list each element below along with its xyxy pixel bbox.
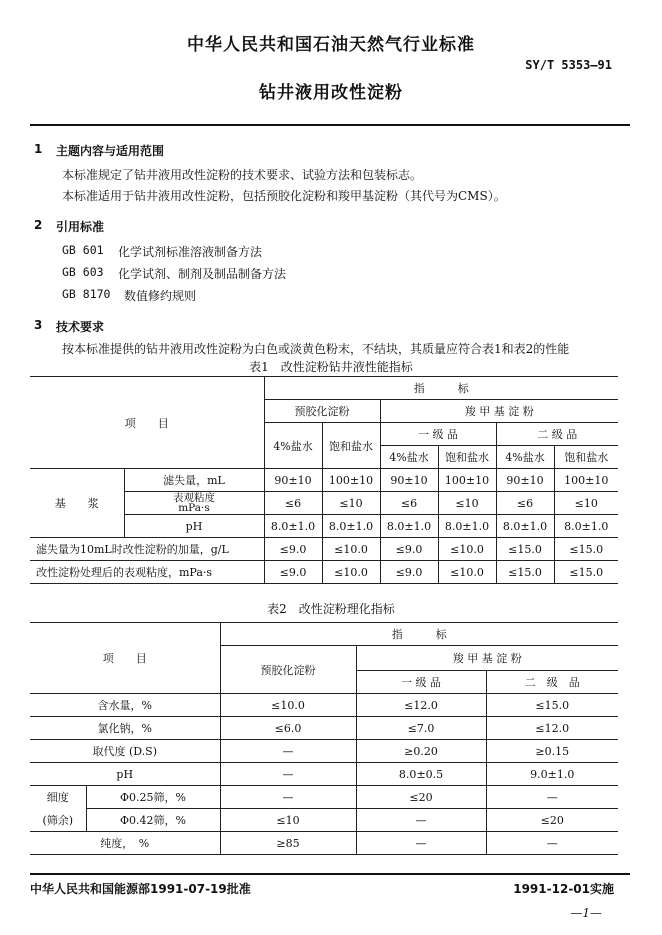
cell: — [220, 786, 356, 809]
cell: ≤15.0 [554, 538, 618, 561]
cell: ≤15.0 [496, 538, 554, 561]
table-1-subheader-saturated-brine: 饱和盐水 [438, 446, 496, 469]
section-3-number: 3 [34, 318, 43, 332]
effective-date: 1991-12-01实施 [513, 882, 614, 896]
cell: ≤9.0 [380, 561, 438, 584]
row-label: 含水量，% [30, 694, 220, 717]
row-label-line-2: mPa·s [178, 502, 210, 514]
cell: 8.0±1.0 [554, 515, 618, 538]
cell: ≤10.0 [438, 561, 496, 584]
cell: 8.0±1.0 [496, 515, 554, 538]
fineness-sieve-label: (筛余) [30, 809, 86, 832]
table-1-index-header: 指 标 [264, 377, 618, 400]
standard-organization: 中华人民共和国石油天然气行业标准 [187, 35, 475, 55]
cell: ≥0.20 [356, 740, 486, 763]
cell: ≥85 [220, 832, 356, 855]
row-label: Φ0.25筛，% [86, 786, 220, 809]
cell: 90±10 [496, 469, 554, 492]
table-1-caption: 表1 改性淀粉钻井液性能指标 [249, 360, 413, 374]
cell: ≤15.0 [554, 561, 618, 584]
cell: ≤6 [380, 492, 438, 515]
cell: ≤6 [496, 492, 554, 515]
table-2-cms-header: 羧 甲 基 淀 粉 [356, 646, 618, 671]
table-1 [30, 376, 618, 584]
cell: — [486, 832, 618, 855]
cell: ≤15.0 [496, 561, 554, 584]
table-2-pregelatinized-header: 预胶化淀粉 [220, 646, 356, 694]
row-label: 纯度， % [30, 832, 220, 855]
reference-code: GB 603 [62, 265, 104, 279]
standard-code: SY/T 5353—91 [525, 58, 612, 72]
section-3-para-1: 按本标准提供的钻井液用改性淀粉为白色或淡黄色粉末，不结块，其质量应符合表1和表2的性能 [62, 342, 570, 356]
section-2-number: 2 [34, 218, 43, 232]
table-row [30, 694, 618, 717]
cell: ≤10.0 [438, 538, 496, 561]
table-2-grade-2-header: 二 级 品 [486, 671, 618, 694]
row-label: Φ0.42筛，% [86, 809, 220, 832]
approval-line: 中华人民共和国能源部1991-07-19批准 [30, 882, 251, 896]
row-label: 滤失量为10mL时改性淀粉的加量，g/L [30, 538, 264, 561]
cell: 8.0±1.0 [322, 515, 380, 538]
row-label-line-1: 表观粘度 [173, 492, 215, 504]
cell: ≤6 [264, 492, 322, 515]
cell: 90±10 [380, 469, 438, 492]
page-number: —1— [570, 906, 602, 920]
table-1-subheader-4pct-brine: 4%盐水 [380, 446, 438, 469]
table-row [30, 469, 618, 492]
cell: — [356, 809, 486, 832]
table-row [30, 561, 618, 584]
reference-title: 数值修约规则 [124, 289, 197, 303]
cell: ≤15.0 [486, 694, 618, 717]
cell: 8.0±1.0 [264, 515, 322, 538]
table-1-cms-header: 羧 甲 基 淀 粉 [380, 400, 618, 423]
table-row [30, 717, 618, 740]
document-title: 钻井液用改性淀粉 [259, 83, 403, 103]
cell: ≤12.0 [356, 694, 486, 717]
cell: ≤20 [356, 786, 486, 809]
cell: — [486, 786, 618, 809]
cell: 8.0±1.0 [380, 515, 438, 538]
section-3-title: 技术要求 [56, 320, 105, 334]
table-1-grade-1-header: 一 级 品 [380, 423, 496, 446]
cell: ≤10.0 [322, 561, 380, 584]
row-label [124, 492, 264, 515]
table-row [30, 763, 618, 786]
table-1-group-label: 基 浆 [30, 469, 124, 538]
row-label: pH [124, 515, 264, 538]
row-label: 取代度 (D.S) [30, 740, 220, 763]
table-2 [30, 622, 618, 855]
section-2-title: 引用标准 [56, 220, 105, 234]
table-row [30, 740, 618, 763]
cell: ≤10.0 [220, 694, 356, 717]
cell: 90±10 [264, 469, 322, 492]
cell: ≤12.0 [486, 717, 618, 740]
cell: ≤9.0 [264, 538, 322, 561]
cell: 9.0±1.0 [486, 763, 618, 786]
cell: ≤6.0 [220, 717, 356, 740]
table-1-subheader-4pct-brine: 4%盐水 [496, 446, 554, 469]
cell: ≤9.0 [380, 538, 438, 561]
cell: ≤7.0 [356, 717, 486, 740]
table-row [30, 832, 618, 855]
table-2-caption: 表2 改性淀粉理化指标 [267, 602, 395, 616]
cell: ≤10 [554, 492, 618, 515]
row-label: 滤失量，mL [124, 469, 264, 492]
table-row [30, 786, 618, 809]
cell: ≤10 [220, 809, 356, 832]
table-1-subheader-saturated-brine: 饱和盐水 [322, 423, 380, 469]
table-1-subheader-4pct-brine: 4%盐水 [264, 423, 322, 469]
row-label: 氯化钠，% [30, 717, 220, 740]
cell: ≤10.0 [322, 538, 380, 561]
section-1-para-2: 本标准适用于钻井液用改性淀粉，包括预胶化淀粉和羧甲基淀粉（其代号为CMS）。 [62, 189, 506, 203]
reference-code: GB 8170 [62, 287, 111, 301]
reference-title: 化学试剂、制剂及制品制备方法 [118, 267, 287, 281]
reference-code: GB 601 [62, 243, 104, 257]
cell: 8.0±0.5 [356, 763, 486, 786]
cell: — [356, 832, 486, 855]
cell: ≤10 [322, 492, 380, 515]
table-1-item-header: 项 目 [30, 377, 264, 469]
header-rule [30, 124, 630, 126]
table-2-index-header: 指 标 [220, 623, 618, 646]
cell: 8.0±1.0 [438, 515, 496, 538]
cell: — [220, 763, 356, 786]
cell: 100±10 [322, 469, 380, 492]
section-1-number: 1 [34, 142, 43, 156]
cell: 100±10 [438, 469, 496, 492]
section-1-title: 主题内容与适用范围 [56, 144, 165, 158]
cell: ≥0.15 [486, 740, 618, 763]
footer-rule [30, 873, 630, 875]
table-row [30, 809, 618, 832]
cell: ≤10 [438, 492, 496, 515]
reference-title: 化学试剂标准溶液制备方法 [118, 245, 263, 259]
cell: 100±10 [554, 469, 618, 492]
row-label: pH [30, 763, 220, 786]
cell: ≤9.0 [264, 561, 322, 584]
cell: — [220, 740, 356, 763]
table-row [30, 538, 618, 561]
table-2-grade-1-header: 一 级 品 [356, 671, 486, 694]
fineness-label: 细度 [30, 786, 86, 809]
section-1-para-1: 本标准规定了钻井液用改性淀粉的技术要求、试验方法和包装标志。 [62, 168, 423, 182]
table-2-item-header: 项 目 [30, 623, 220, 694]
table-1-grade-2-header: 二 级 品 [496, 423, 618, 446]
table-1-pregelatinized-header: 预胶化淀粉 [264, 400, 380, 423]
cell: ≤20 [486, 809, 618, 832]
row-label: 改性淀粉处理后的表观粘度，mPa·s [30, 561, 264, 584]
table-1-subheader-saturated-brine: 饱和盐水 [554, 446, 618, 469]
